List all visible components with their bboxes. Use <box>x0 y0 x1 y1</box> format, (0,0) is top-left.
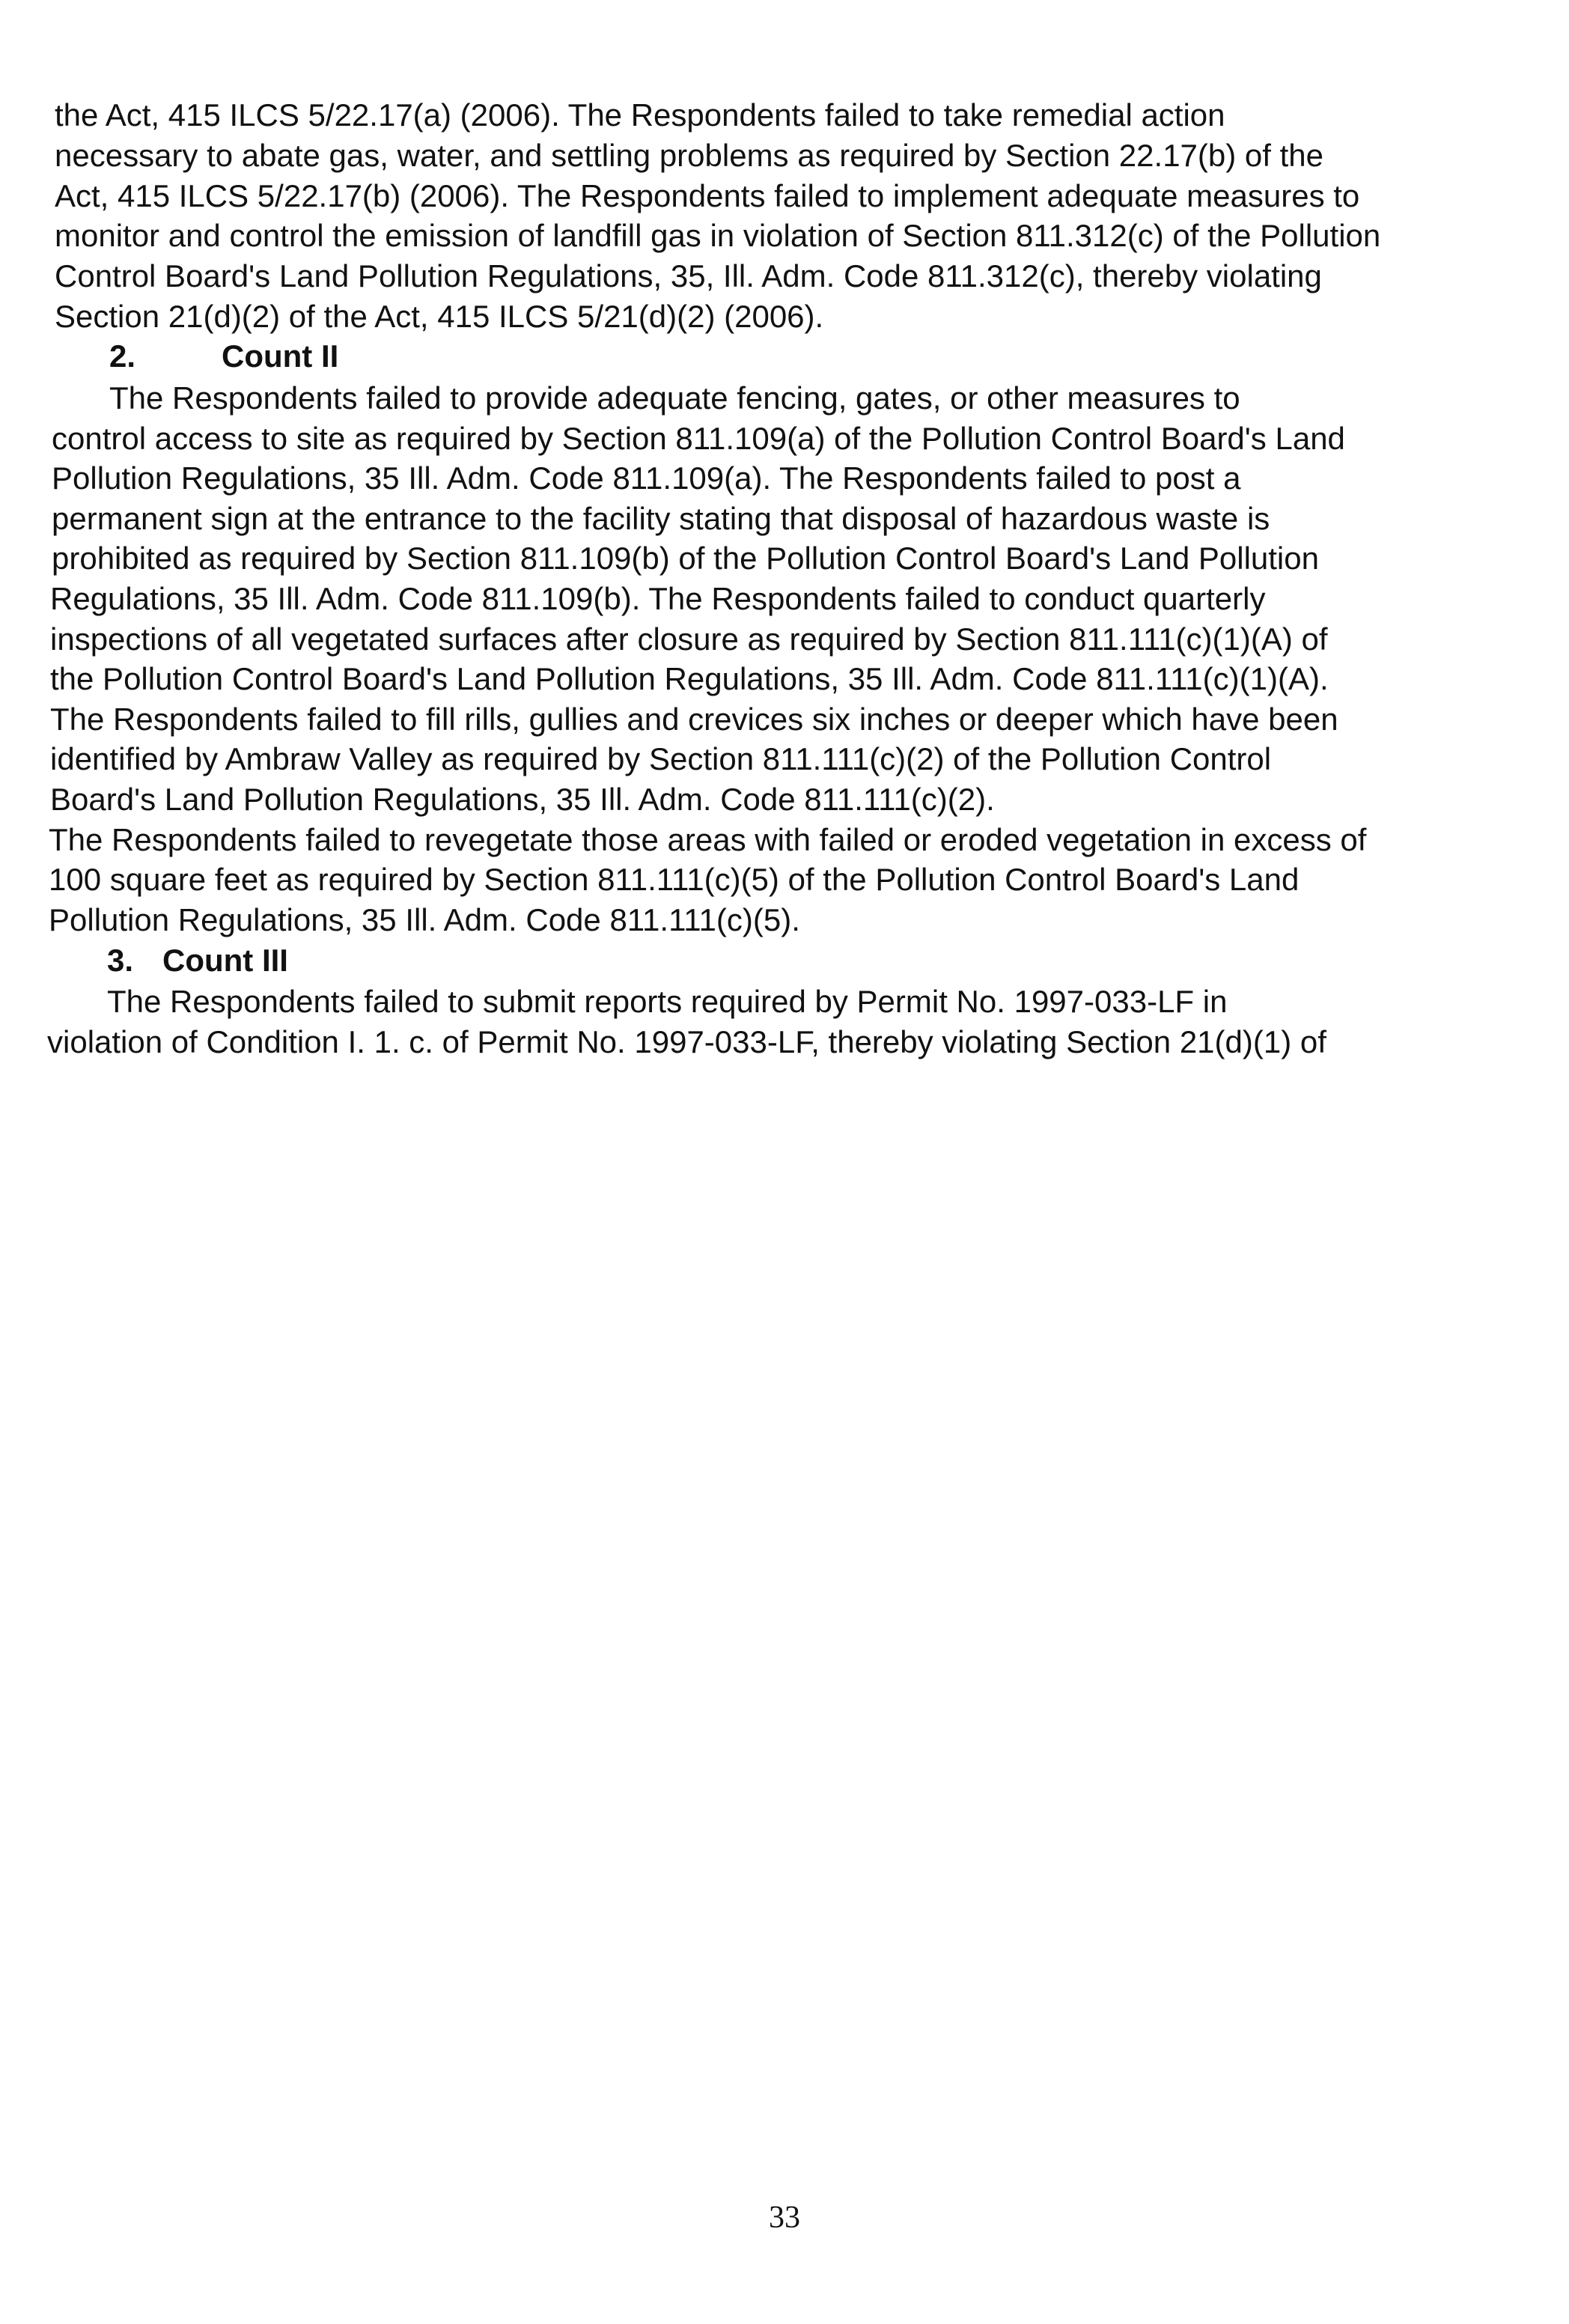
text-line: prohibited as required by Section 811.109(b) of the Pollution Control Board's Land Pollution <box>52 541 1319 576</box>
text-line: Control Board's Land Pollution Regulations, 35, Ill. Adm. Code 811.312(c), thereby violating <box>55 258 1322 293</box>
section-heading-count-ii <box>109 336 338 377</box>
text-line: Board's Land Pollution Regulations, 35 Ill. Adm. Code 811.111(c)(2). <box>50 782 995 817</box>
text-line: identified by Ambraw Valley as required by Section 811.111(c)(2) of the Pollution Control <box>50 741 1272 776</box>
text-line: 100 square feet as required by Section 811.111(c)(5) of the Pollution Control Board's Land <box>49 862 1300 897</box>
text-line: Pollution Regulations, 35 Ill. Adm. Code 811.111(c)(5). <box>49 902 800 937</box>
section-number: 3. <box>107 943 134 978</box>
section-number: 2. <box>109 338 136 374</box>
text-line: inspections of all vegetated surfaces after closure as required by Section 811.111(c)(1)(A) of <box>50 621 1328 657</box>
text-line: control access to site as required by Section 811.109(a) of the Pollution Control Board's Land <box>52 421 1345 456</box>
text-line: monitor and control the emission of landfill gas in violation of Section 811.312(c) of the Pollution <box>55 218 1381 253</box>
section-heading-count-iii <box>107 940 288 981</box>
text-line: the Pollution Control Board's Land Pollution Regulations, 35 Ill. Adm. Code 811.111(c)(1)(A). <box>50 661 1329 696</box>
page-number: 33 <box>769 2200 800 2235</box>
text-line: the Act, 415 ILCS 5/22.17(a) (2006). The Respondents failed to take remedial action <box>55 97 1225 133</box>
text-line: necessary to abate gas, water, and settling problems as required by Section 22.17(b) of the <box>55 138 1323 173</box>
text-line: Act, 415 ILCS 5/22.17(b) (2006). The Respondents failed to implement adequate measures to <box>55 178 1360 213</box>
text-line: violation of Condition I. 1. c. of Permit No. 1997-033-LF, thereby violating Section 21(d)(1) of <box>47 1024 1326 1059</box>
text-line: The Respondents failed to submit reports required by Permit No. 1997-033-LF in <box>107 984 1228 1019</box>
text-line: permanent sign at the entrance to the facility stating that disposal of hazardous waste is <box>52 501 1270 536</box>
text-line: Section 21(d)(2) of the Act, 415 ILCS 5/21(d)(2) (2006). <box>55 299 824 334</box>
section-title: Count III <box>162 943 288 978</box>
text-line: The Respondents failed to fill rills, gullies and crevices six inches or deeper which have been <box>50 702 1338 737</box>
text-line: The Respondents failed to provide adequate fencing, gates, or other measures to <box>109 380 1240 416</box>
text-line: Pollution Regulations, 35 Ill. Adm. Code 811.109(a). The Respondents failed to post a <box>52 460 1241 496</box>
section-title: Count II <box>222 338 339 374</box>
text-line: The Respondents failed to revegetate those areas with failed or eroded vegetation in excess of <box>49 822 1367 857</box>
text-line: Regulations, 35 Ill. Adm. Code 811.109(b). The Respondents failed to conduct quarterly <box>50 581 1266 616</box>
